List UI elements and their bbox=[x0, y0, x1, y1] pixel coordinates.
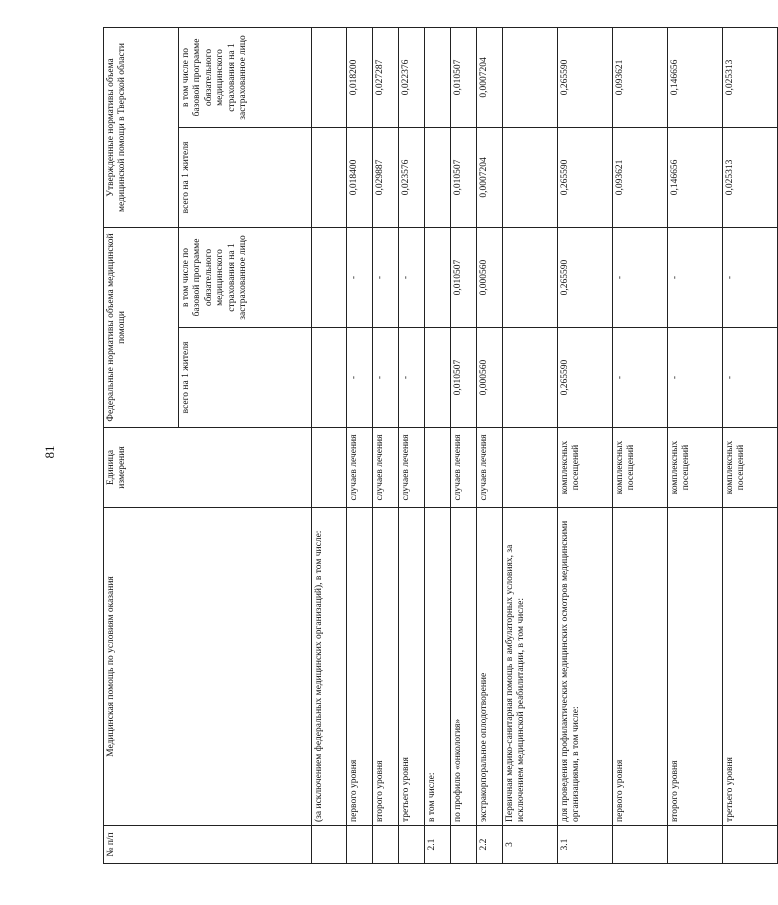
cell-num bbox=[668, 826, 723, 864]
cell-app-base: 0,027287 bbox=[373, 27, 399, 127]
cell-fed-total: - bbox=[668, 328, 723, 428]
cell-app-base: 0,146656 bbox=[668, 27, 723, 127]
cell-name: второго уровня bbox=[668, 508, 723, 826]
cell-app-base: 0,025313 bbox=[723, 27, 778, 127]
cell-fed-base bbox=[312, 227, 347, 327]
cell-num: 2.2 bbox=[477, 826, 503, 864]
cell-name: первого уровня bbox=[347, 508, 373, 826]
cell-unit: комплексных посещений bbox=[613, 428, 668, 508]
page-number: 81 bbox=[42, 445, 57, 459]
table-row bbox=[373, 27, 399, 863]
cell-app-total: 0,010507 bbox=[451, 127, 477, 227]
cell-fed-base: 0,265590 bbox=[558, 227, 613, 327]
cell-num bbox=[312, 826, 347, 864]
cell-num: 3.1 bbox=[558, 826, 613, 864]
cell-num: 3 bbox=[503, 826, 558, 864]
cell-num bbox=[399, 826, 425, 864]
cell-fed-total: 0,265590 bbox=[558, 328, 613, 428]
cell-num bbox=[723, 826, 778, 864]
cell-unit: комплексных посещений bbox=[723, 428, 778, 508]
cell-fed-total: - bbox=[723, 328, 778, 428]
cell-fed-total bbox=[503, 328, 558, 428]
cell-unit: комплексных посещений bbox=[668, 428, 723, 508]
cell-fed-base: - bbox=[668, 227, 723, 327]
table-row bbox=[723, 27, 778, 863]
table-row bbox=[399, 27, 425, 863]
header-type: Медицинская помощь по условиям оказания bbox=[104, 508, 312, 826]
cell-app-total: 0,025313 bbox=[723, 127, 778, 227]
cell-unit bbox=[425, 428, 451, 508]
cell-unit: случаев лечения bbox=[347, 428, 373, 508]
cell-app-total: 0,093621 bbox=[613, 127, 668, 227]
cell-app-base: 0,265590 bbox=[558, 27, 613, 127]
cell-name: для проведения профилактических медицинских осмотров медицинскими организациями, в том числе: bbox=[558, 508, 613, 826]
cell-app-base: 0,022376 bbox=[399, 27, 425, 127]
norms-table bbox=[103, 27, 778, 864]
cell-unit bbox=[312, 428, 347, 508]
cell-app-total: 0,029887 bbox=[373, 127, 399, 227]
cell-fed-total bbox=[425, 328, 451, 428]
cell-num: 2.1 bbox=[425, 826, 451, 864]
cell-unit: комплексных посещений bbox=[558, 428, 613, 508]
cell-fed-base: - bbox=[373, 227, 399, 327]
cell-app-total bbox=[425, 127, 451, 227]
table-row bbox=[613, 27, 668, 863]
cell-name: экстракорпоральное оплодотворение bbox=[477, 508, 503, 826]
cell-unit bbox=[503, 428, 558, 508]
cell-fed-total: - bbox=[613, 328, 668, 428]
cell-unit: случаев лечения bbox=[373, 428, 399, 508]
cell-fed-base: - bbox=[347, 227, 373, 327]
cell-app-base: 0,010507 bbox=[451, 27, 477, 127]
cell-app-total: 0,023576 bbox=[399, 127, 425, 227]
cell-fed-base bbox=[425, 227, 451, 327]
rotated-table-container bbox=[103, 28, 747, 864]
cell-unit: случаев лечения bbox=[451, 428, 477, 508]
table-row bbox=[347, 27, 373, 863]
header-unit: Единица измерения bbox=[104, 428, 312, 508]
cell-fed-total: 0,000560 bbox=[477, 328, 503, 428]
cell-app-base: 0,093621 bbox=[613, 27, 668, 127]
cell-app-base: 0,0007204 bbox=[477, 27, 503, 127]
cell-app-total: 0,0007204 bbox=[477, 127, 503, 227]
header-federal: Федеральные нормативы объема медицинской помощи bbox=[104, 227, 179, 427]
cell-fed-total: 0,010507 bbox=[451, 328, 477, 428]
subheader-approved-total: всего на 1 жителя bbox=[179, 127, 312, 227]
table-row bbox=[503, 27, 558, 863]
cell-name: в том числе: bbox=[425, 508, 451, 826]
cell-fed-base: - bbox=[613, 227, 668, 327]
cell-fed-total: - bbox=[347, 328, 373, 428]
cell-app-total bbox=[503, 127, 558, 227]
cell-fed-total: - bbox=[399, 328, 425, 428]
cell-name: третьего уровня bbox=[399, 508, 425, 826]
cell-num bbox=[373, 826, 399, 864]
cell-fed-total: - bbox=[373, 328, 399, 428]
cell-app-base bbox=[312, 27, 347, 127]
cell-app-total: 0,265590 bbox=[558, 127, 613, 227]
cell-name: второго уровня bbox=[373, 508, 399, 826]
cell-unit: случаев лечения bbox=[477, 428, 503, 508]
cell-fed-base bbox=[503, 227, 558, 327]
subheader-approved-base: в том числе по базовой программе обязательного медицинского страхования на 1 застрахованное лицо bbox=[179, 27, 312, 127]
cell-num bbox=[613, 826, 668, 864]
cell-fed-base: 0,000560 bbox=[477, 227, 503, 327]
cell-name: (за исключением федеральных медицинских организаций), в том числе: bbox=[312, 508, 347, 826]
cell-app-base bbox=[425, 27, 451, 127]
table-row bbox=[451, 27, 477, 863]
subheader-federal-total: всего на 1 жителя bbox=[179, 328, 312, 428]
cell-name: Первичная медико-санитарная помощь в амбулаторных условиях, за исключением медицинской реабилитации, в том числе: bbox=[503, 508, 558, 826]
cell-fed-base: 0,010507 bbox=[451, 227, 477, 327]
table-row bbox=[425, 27, 451, 863]
header-approved: Утвержденные нормативы объема медицинской помощи в Тверской области bbox=[104, 27, 179, 227]
cell-fed-base: - bbox=[399, 227, 425, 327]
header-num: № п/п bbox=[104, 826, 312, 864]
cell-name: третьего уровня bbox=[723, 508, 778, 826]
cell-unit: случаев лечения bbox=[399, 428, 425, 508]
cell-fed-total bbox=[312, 328, 347, 428]
table-row bbox=[477, 27, 503, 863]
cell-app-total bbox=[312, 127, 347, 227]
cell-num bbox=[451, 826, 477, 864]
cell-app-base bbox=[503, 27, 558, 127]
table-row bbox=[558, 27, 613, 863]
subheader-federal-base: в том числе по базовой программе обязательного медицинского страхования на 1 застрахованное лицо bbox=[179, 227, 312, 327]
cell-name: первого уровня bbox=[613, 508, 668, 826]
cell-app-base: 0,018200 bbox=[347, 27, 373, 127]
table-row bbox=[312, 27, 347, 863]
cell-app-total: 0,146656 bbox=[668, 127, 723, 227]
cell-fed-base: - bbox=[723, 227, 778, 327]
cell-num bbox=[347, 826, 373, 864]
cell-app-total: 0,018400 bbox=[347, 127, 373, 227]
header-row bbox=[104, 27, 179, 863]
cell-name: по профилю «онкология» bbox=[451, 508, 477, 826]
table-row bbox=[668, 27, 723, 863]
